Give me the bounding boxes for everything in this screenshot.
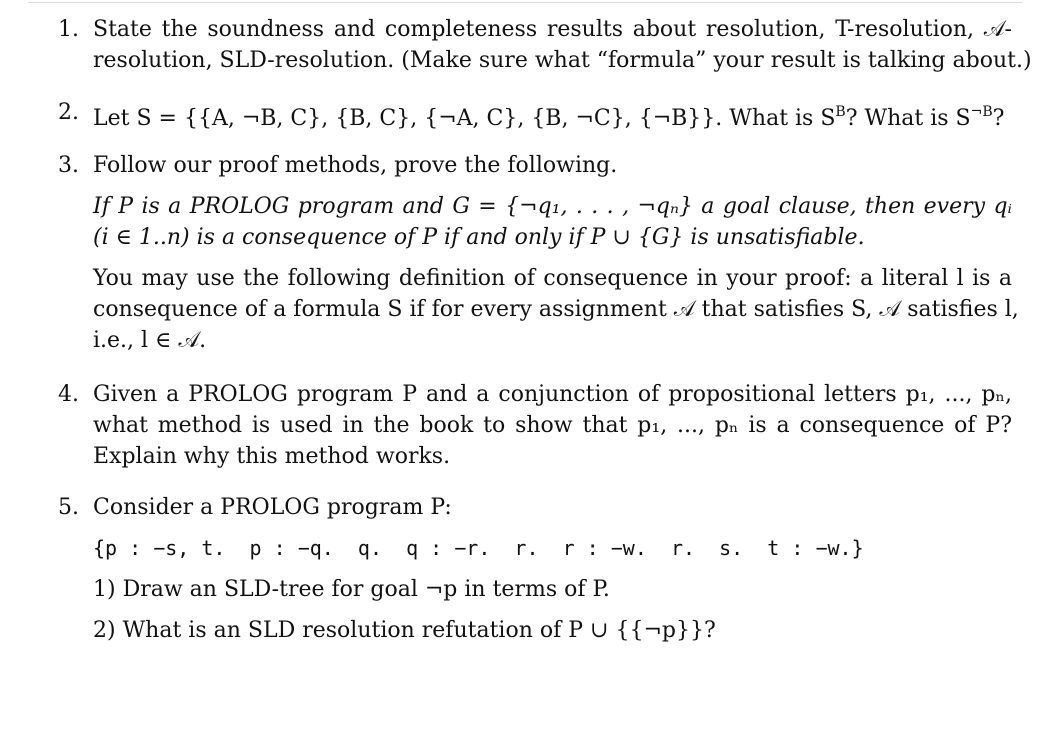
question-2-sup-b: ¬B <box>970 104 993 120</box>
question-2-sup-a: B <box>835 104 846 120</box>
theorem-line-2: (i ∈ 1..n) is a consequence of P if and only if P ∪ {G} is unsatisfiable. <box>93 225 865 250</box>
question-1-line-1: State the soundness and completeness results about resolution, T-resolution, 𝒜- <box>93 17 1012 42</box>
question-number: 5. <box>58 495 79 520</box>
theorem-statement <box>93 191 1012 253</box>
question-2-text-c: ? <box>992 106 1005 131</box>
question-5-part-1: 1) Draw an SLD-tree for goal ¬p in terms of P. <box>93 577 610 602</box>
question-4 <box>58 379 1012 472</box>
question-number: 4. <box>58 382 79 407</box>
question-3 <box>58 150 1019 356</box>
question-2-line <box>93 97 1012 134</box>
question-5-part-2: 2) What is an SLD resolution refutation of P ∪ {{¬p}}? <box>93 618 716 643</box>
question-4-line-1: Given a PROLOG program P and a conjunction of propositional letters p₁, ..., pₙ, <box>93 382 1012 407</box>
definition-line-1: You may use the following definition of consequence in your proof: a literal l is a <box>93 266 1012 291</box>
question-2-text-b: ? What is S <box>845 106 971 131</box>
question-4-line-3: Explain why this method works. <box>93 444 451 469</box>
question-2-text-a: Let S = {{A, ¬B, C}, {B, C}, {¬A, C}, {B, ¬C}, {¬B}}. What is S <box>93 106 836 131</box>
definition-line-2: consequence of a formula S if for every assignment 𝒜 that satisfies S, 𝒜 satisfies l, <box>93 297 1019 322</box>
question-1-line-2: resolution, SLD-resolution. (Make sure what “formula” your result is talking about.) <box>93 48 1032 73</box>
theorem-line-1: If P is a PROLOG program and G = {¬q₁, . . . , ¬qₙ} a goal clause, then every qᵢ <box>93 194 1012 219</box>
top-rule <box>28 2 1022 3</box>
question-3-intro: Follow our proof methods, prove the following. <box>93 153 618 178</box>
question-5 <box>58 492 1012 646</box>
question-number: 2. <box>58 100 79 125</box>
question-2 <box>58 97 1012 134</box>
question-1 <box>58 14 1032 76</box>
question-5-intro: Consider a PROLOG program P: <box>93 495 452 520</box>
question-number: 3. <box>58 153 79 178</box>
prolog-program: {p : −s, t. p : −q. q. q : −r. r. r : −w. r. s. t : −w.} <box>93 536 864 560</box>
consequence-definition <box>93 263 1019 356</box>
question-4-line-2: what method is used in the book to show that p₁, ..., pₙ is a consequence of P? <box>93 413 1012 438</box>
question-number: 1. <box>58 17 79 42</box>
definition-line-3: i.e., l ∈ 𝒜. <box>93 328 207 353</box>
